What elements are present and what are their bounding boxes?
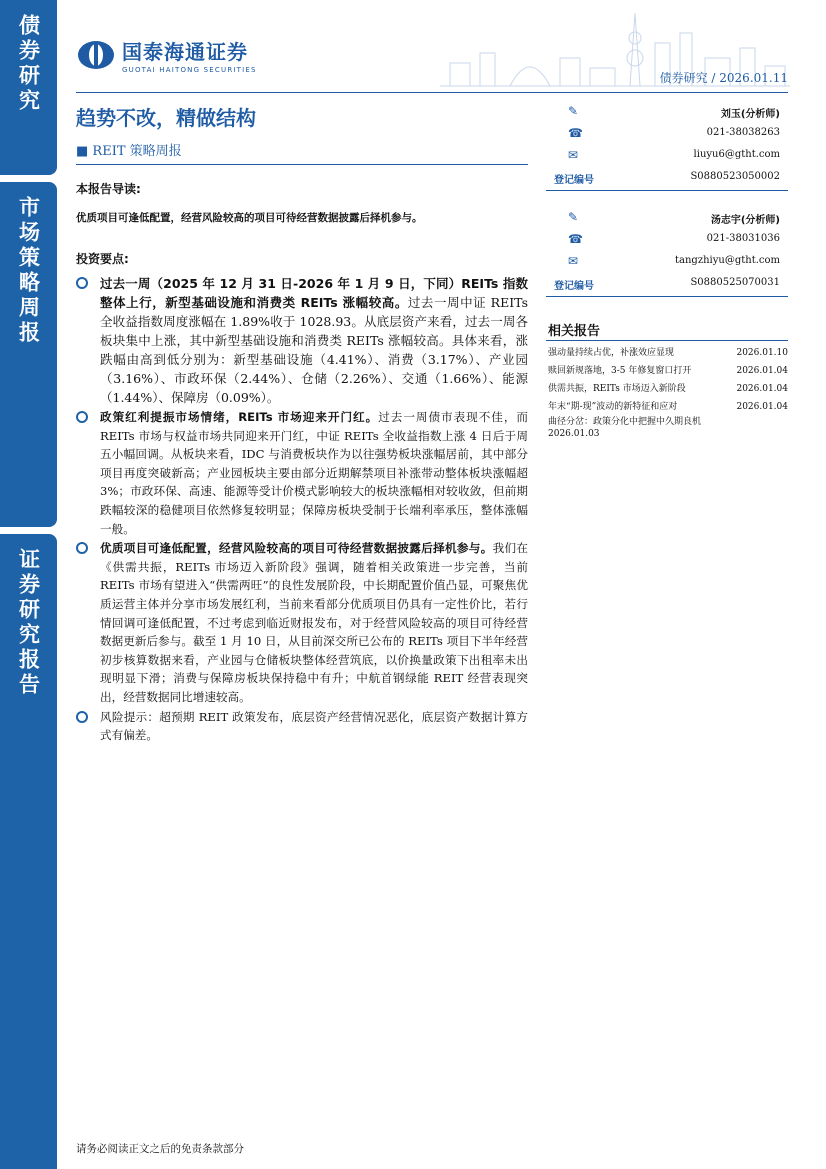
- related-report-item[interactable]: 年末“期-现”波动的新特征和应对 2026.01.04: [548, 402, 788, 412]
- analyst-card-1: [546, 102, 788, 190]
- guide-text: 优质项目可逢低配置，经营风险较高的项目可待经营数据披露后择机参与。: [76, 212, 423, 224]
- sidebar-tag-bond-research: 债券研究: [0, 0, 57, 175]
- key-point-3: 优质项目可逢低配置，经营风险较高的项目可待经营数据披露后择机参与。我们在《供需共振，REITs 市场迈入新阶段》强调，随着相关政策进一步完善，当前 REITs 市场有望进入“供需两旺”的良性发展阶段，中长期配置价值凸显，可聚焦优质运营主体并分享市场发展红利，当前来看部分优质项目仍具有一定性价比，若行情回调可逢低配置，不过考虑到临近财报发布，对于经营风险较高的项目可待经营数据更新后参与。截至 1 月 10 日，从目前深交所已公布的 REITs 项目下半年经营初步核算数据来看，产业园与仓储板块整体经营筑底，以价换量政策下出租率未出现明显下滑；消费与保障房板块保持稳中有升；中航首钢绿能 REIT 经营表现突出，经营数据同比增速较高。: [76, 539, 528, 706]
- analyst-card-2: [546, 208, 788, 296]
- sidebar-tag-research-report: 证券研究报告: [0, 534, 57, 1169]
- logo-icon: [76, 39, 116, 71]
- left-sidebar: [0, 0, 57, 1169]
- company-logo: [76, 36, 257, 74]
- phone-icon: ☎: [568, 232, 583, 246]
- analyst-divider: [546, 296, 788, 297]
- report-title: 趋势不改，精做结构: [76, 106, 256, 130]
- key-point-2: 政策红利提振市场情绪，REITs 市场迎来开门红。过去一周债市表现不佳，而 REITs 市场与权益市场共同迎来开门红，中证 REITs 全收益指数上涨 4 日后于周五小幅回调。从板块来看，IDC 与消费板块作为以往强势板块涨幅居前，其中部分项目再度突破新高；产业园板块主要由部分近期解禁项目补涨带动整体板块涨幅超 3%；市政环保、高速、能源等受计价模式影响较大的板块涨幅相对较收敛，但前期跌幅较深的稳健项目依然修复较明显；保障房板块受制于长端利率承压，整体涨幅一般。: [76, 408, 528, 538]
- key-point-1: 过去一周（2025 年 12 月 31 日-2026 年 1 月 9 日，下同）REITs 指数整体上行，新型基础设施和消费类 REITs 涨幅较高。过去一周中证 REITs 全收益指数周度涨幅在 1.89%收于 1028.93。从底层资产来看，过去一周各板块集中上涨，其中新型基础设施和消费类 REITs 涨幅较高。具体来看，涨跌幅由高到低分别为：新型基础设施（4.41%）、消费（3.17%）、产业园（3.16%）、市政环保（2.44%）、仓储（2.26%）、交通（1.66%）、能源（1.44%）、保障房（0.09%）。: [76, 274, 528, 407]
- key-points-list: [76, 274, 528, 746]
- registration-number: S0880523050002: [690, 171, 780, 182]
- related-reports-heading: 相关报告: [548, 324, 601, 339]
- report-category-date: 债券研究 / 2026.01.11: [659, 71, 788, 85]
- sidebar-tag-weekly: 市场策略周报: [0, 182, 57, 527]
- phone-icon: ☎: [568, 126, 583, 140]
- title-divider: [76, 164, 528, 165]
- analyst-name: 刘玉(分析师): [720, 109, 780, 120]
- logo-text-cn: 国泰海通证券: [122, 40, 248, 64]
- related-reports-list: [548, 344, 788, 440]
- analyst-email[interactable]: liuyu6@gtht.com: [693, 149, 780, 160]
- related-report-item[interactable]: 赎回新规落地，3-5 年修复窗口打开 2026.01.04: [548, 366, 788, 376]
- bullet-icon: [76, 277, 88, 289]
- registration-label: 登记编号: [554, 175, 594, 186]
- email-icon: ✉: [568, 148, 579, 162]
- report-subtitle: ■ REIT 策略周报: [76, 144, 182, 159]
- key-point-4: 风险提示：超预期 REIT 政策发布，底层资产经营情况恶化，底层资产数据计算方式有偏差。: [76, 708, 528, 745]
- bullet-icon: [76, 711, 88, 723]
- related-report-item[interactable]: 强动量持续占优，补涨效应显现 2026.01.10: [548, 348, 788, 358]
- analyst-phone: 021-38038263: [706, 127, 780, 138]
- analyst-phone: 021-38031036: [706, 233, 780, 244]
- related-report-item[interactable]: 曲径分岔：政策分化中把握中久期良机 2026.01.03: [548, 417, 702, 439]
- analyst-email[interactable]: tangzhiyu@gtht.com: [675, 255, 780, 266]
- related-divider: [546, 340, 788, 341]
- key-points-heading: 投资要点:: [76, 252, 129, 266]
- header-divider: [76, 92, 788, 93]
- guide-heading: 本报告导读:: [76, 182, 141, 196]
- analyst-divider: [546, 190, 788, 191]
- registration-number: S0880525070031: [690, 277, 780, 288]
- analyst-name: 汤志宇(分析师): [710, 215, 780, 226]
- pen-icon: ✎: [568, 210, 579, 224]
- related-report-item[interactable]: 供需共振，REITs 市场迈入新阶段 2026.01.04: [548, 384, 788, 394]
- bullet-icon: [76, 411, 88, 423]
- disclaimer-footer: 请务必阅读正文之后的免责条款部分: [76, 1143, 244, 1155]
- bullet-icon: [76, 542, 88, 554]
- email-icon: ✉: [568, 254, 579, 268]
- logo-text-en: GUOTAI HAITONG SECURITIES: [122, 66, 257, 74]
- registration-label: 登记编号: [554, 281, 594, 292]
- pen-icon: ✎: [568, 104, 579, 118]
